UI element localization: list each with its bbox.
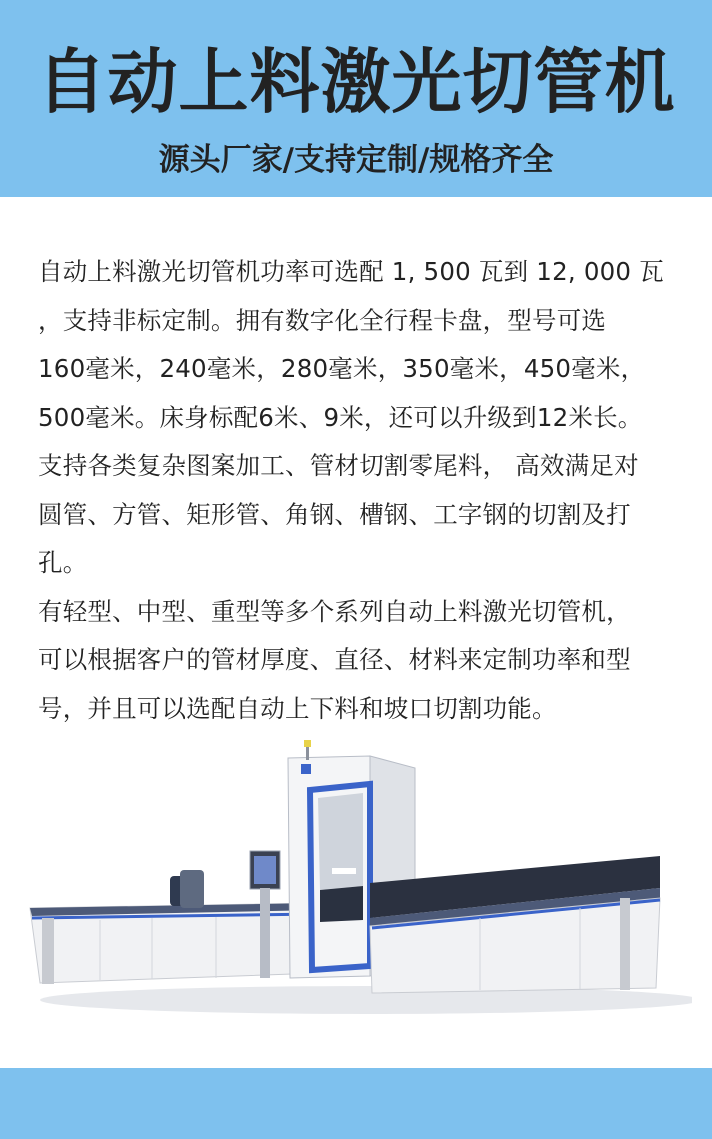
description-line: 可以根据客户的管材厚度、直径、材料来定制功率和型 (38, 645, 631, 674)
description-line: 160毫米，240毫米，280毫米，350毫米，450毫米， (38, 354, 646, 383)
description-line: 500毫米。床身标配6米、9米，还可以升级到12米长。 (38, 402, 643, 432)
description-line: 圆管、方管、矩形管、角钢、槽钢、工字钢的切割及打 (38, 499, 631, 529)
description-line: ，支持非标定制。拥有数字化全行程卡盘，型号可选 (38, 305, 607, 335)
footer-banner (0, 1068, 712, 1139)
description-line: 自动上料激光切管机功率可选配 1, 500 瓦到 12, 000 瓦 (38, 257, 664, 286)
header-banner (0, 0, 712, 197)
laser-tube-cutting-machine-image (20, 738, 692, 1038)
page-subtitle: 源头厂家/支持定制/规格齐全 (158, 142, 554, 178)
description-block (38, 248, 678, 733)
page-title: 自动上料激光切管机 (36, 41, 676, 123)
description-line: 号，并且可以选配自动上下料和坡口切割功能。 (38, 693, 557, 723)
description-line: 孔。 (38, 548, 88, 577)
description-line: 有轻型、中型、重型等多个系列自动上料激光切管机， (38, 596, 631, 626)
description-line: 支持各类复杂图案加工、管材切割零尾料， 高效满足对 (38, 451, 639, 480)
